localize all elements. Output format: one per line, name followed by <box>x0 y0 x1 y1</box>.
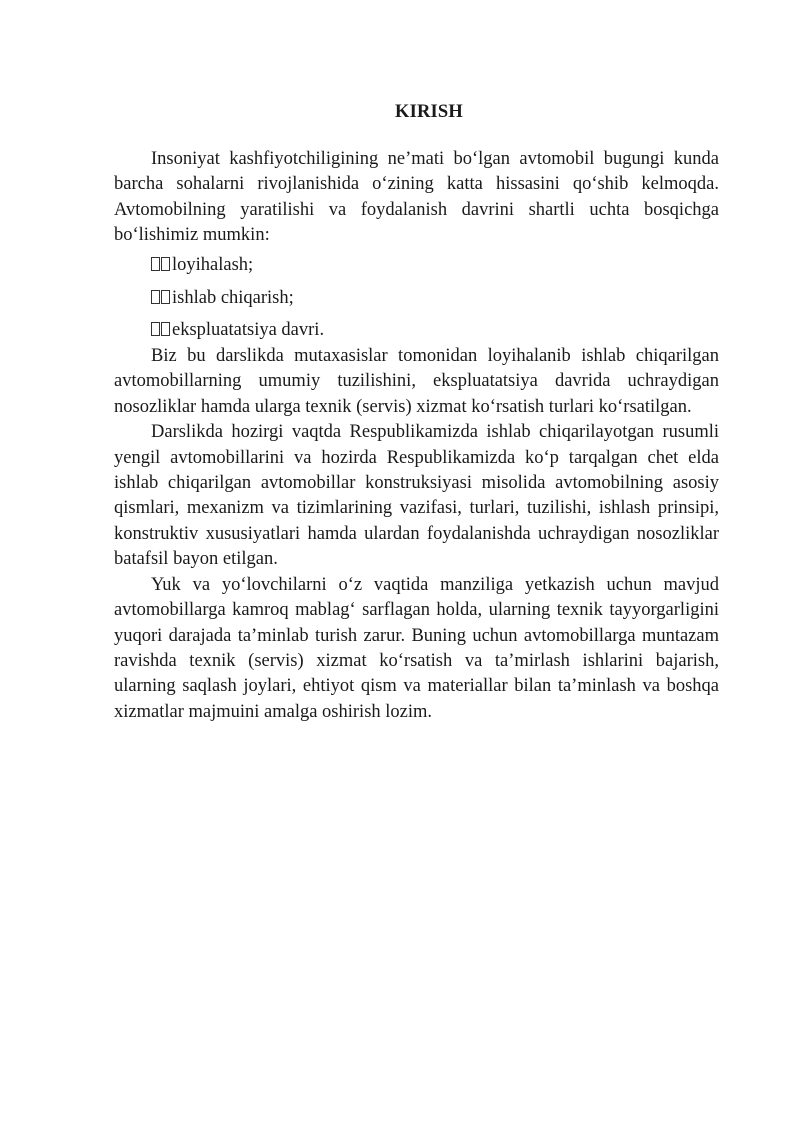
document-body <box>114 147 719 725</box>
paragraph-intro: Insoniyat kashfiyotchiligining ne’mati bo‘lgan avtomobil bugungi kunda barcha sohalarni rivojlanishida o‘zining katta hissasini qo‘shib kelmoqda. Avtomobilning yaratilishi va foydalanish davrini shartli uchta bosqichga bo‘lishimiz mumkin: <box>114 149 719 246</box>
paragraph-textbook-scope: Biz bu darslikda mutaxasislar tomonidan loyihalanib ishlab chiqarilgan avtomobillarning umumiy tuzilishini, ekspluatatsiya davrida uchraydigan nosozliklar hamda ularga texnik (servis) xizmat ko‘rsatish turlari ko‘rsatilgan. <box>114 346 719 417</box>
paragraph-textbook-content: Darslikda hozirgi vaqtda Respublikamizda ishlab chiqarilayotgan rusumli yengil avtomobillarini va hozirda Respublikamizda ko‘p tarqalgan chet elda ishlab chiqarilgan avtomobillar konstruksiyasi misolida avtomobilning asosiy qismlari, mexanizm va tizimlarining vazifasi, turlari, tuzilishi, ishlash prinsipi, konstruktiv xususiyatlari hamda ulardan foydalanishda uchraydigan nosozliklar batafsil bayon etilgan. <box>114 422 719 570</box>
missing-glyph-icon <box>151 257 160 271</box>
list-item-stage-3 <box>114 316 719 344</box>
list-item-stage-1 <box>114 249 719 283</box>
list-item-stage-2 <box>114 282 719 316</box>
page-title: KIRISH <box>394 102 464 122</box>
missing-glyph-icon <box>161 257 170 271</box>
missing-glyph-icon <box>151 290 160 304</box>
missing-glyph-icon <box>161 322 170 336</box>
paragraph-maintenance: Yuk va yo‘lovchilarni o‘z vaqtida manziliga yetkazish uchun mavjud avtomobillarga kamroq mablag‘ sarflagan holda, ularning texnik tayyorgarligini yuqori darajada ta’minlab turish zarur. Buning uchun avtomobillarga muntazam ravishda texnik (servis) xizmat ko‘rsatish va ta’mirlash ishlarini bajarish, ularning saqlash joylari, ehtiyot qism va materiallar bilan ta’minlash va boshqa xizmatlar majmuini amalga oshirish lozim. <box>114 574 719 722</box>
missing-glyph-icon <box>161 290 170 304</box>
list-item-text: ekspluatatsiya davri. <box>172 320 325 341</box>
list-item-text: ishlab chiqarish; <box>172 288 294 309</box>
list-item-text: loyihalash; <box>172 254 254 275</box>
missing-glyph-icon <box>151 322 160 336</box>
